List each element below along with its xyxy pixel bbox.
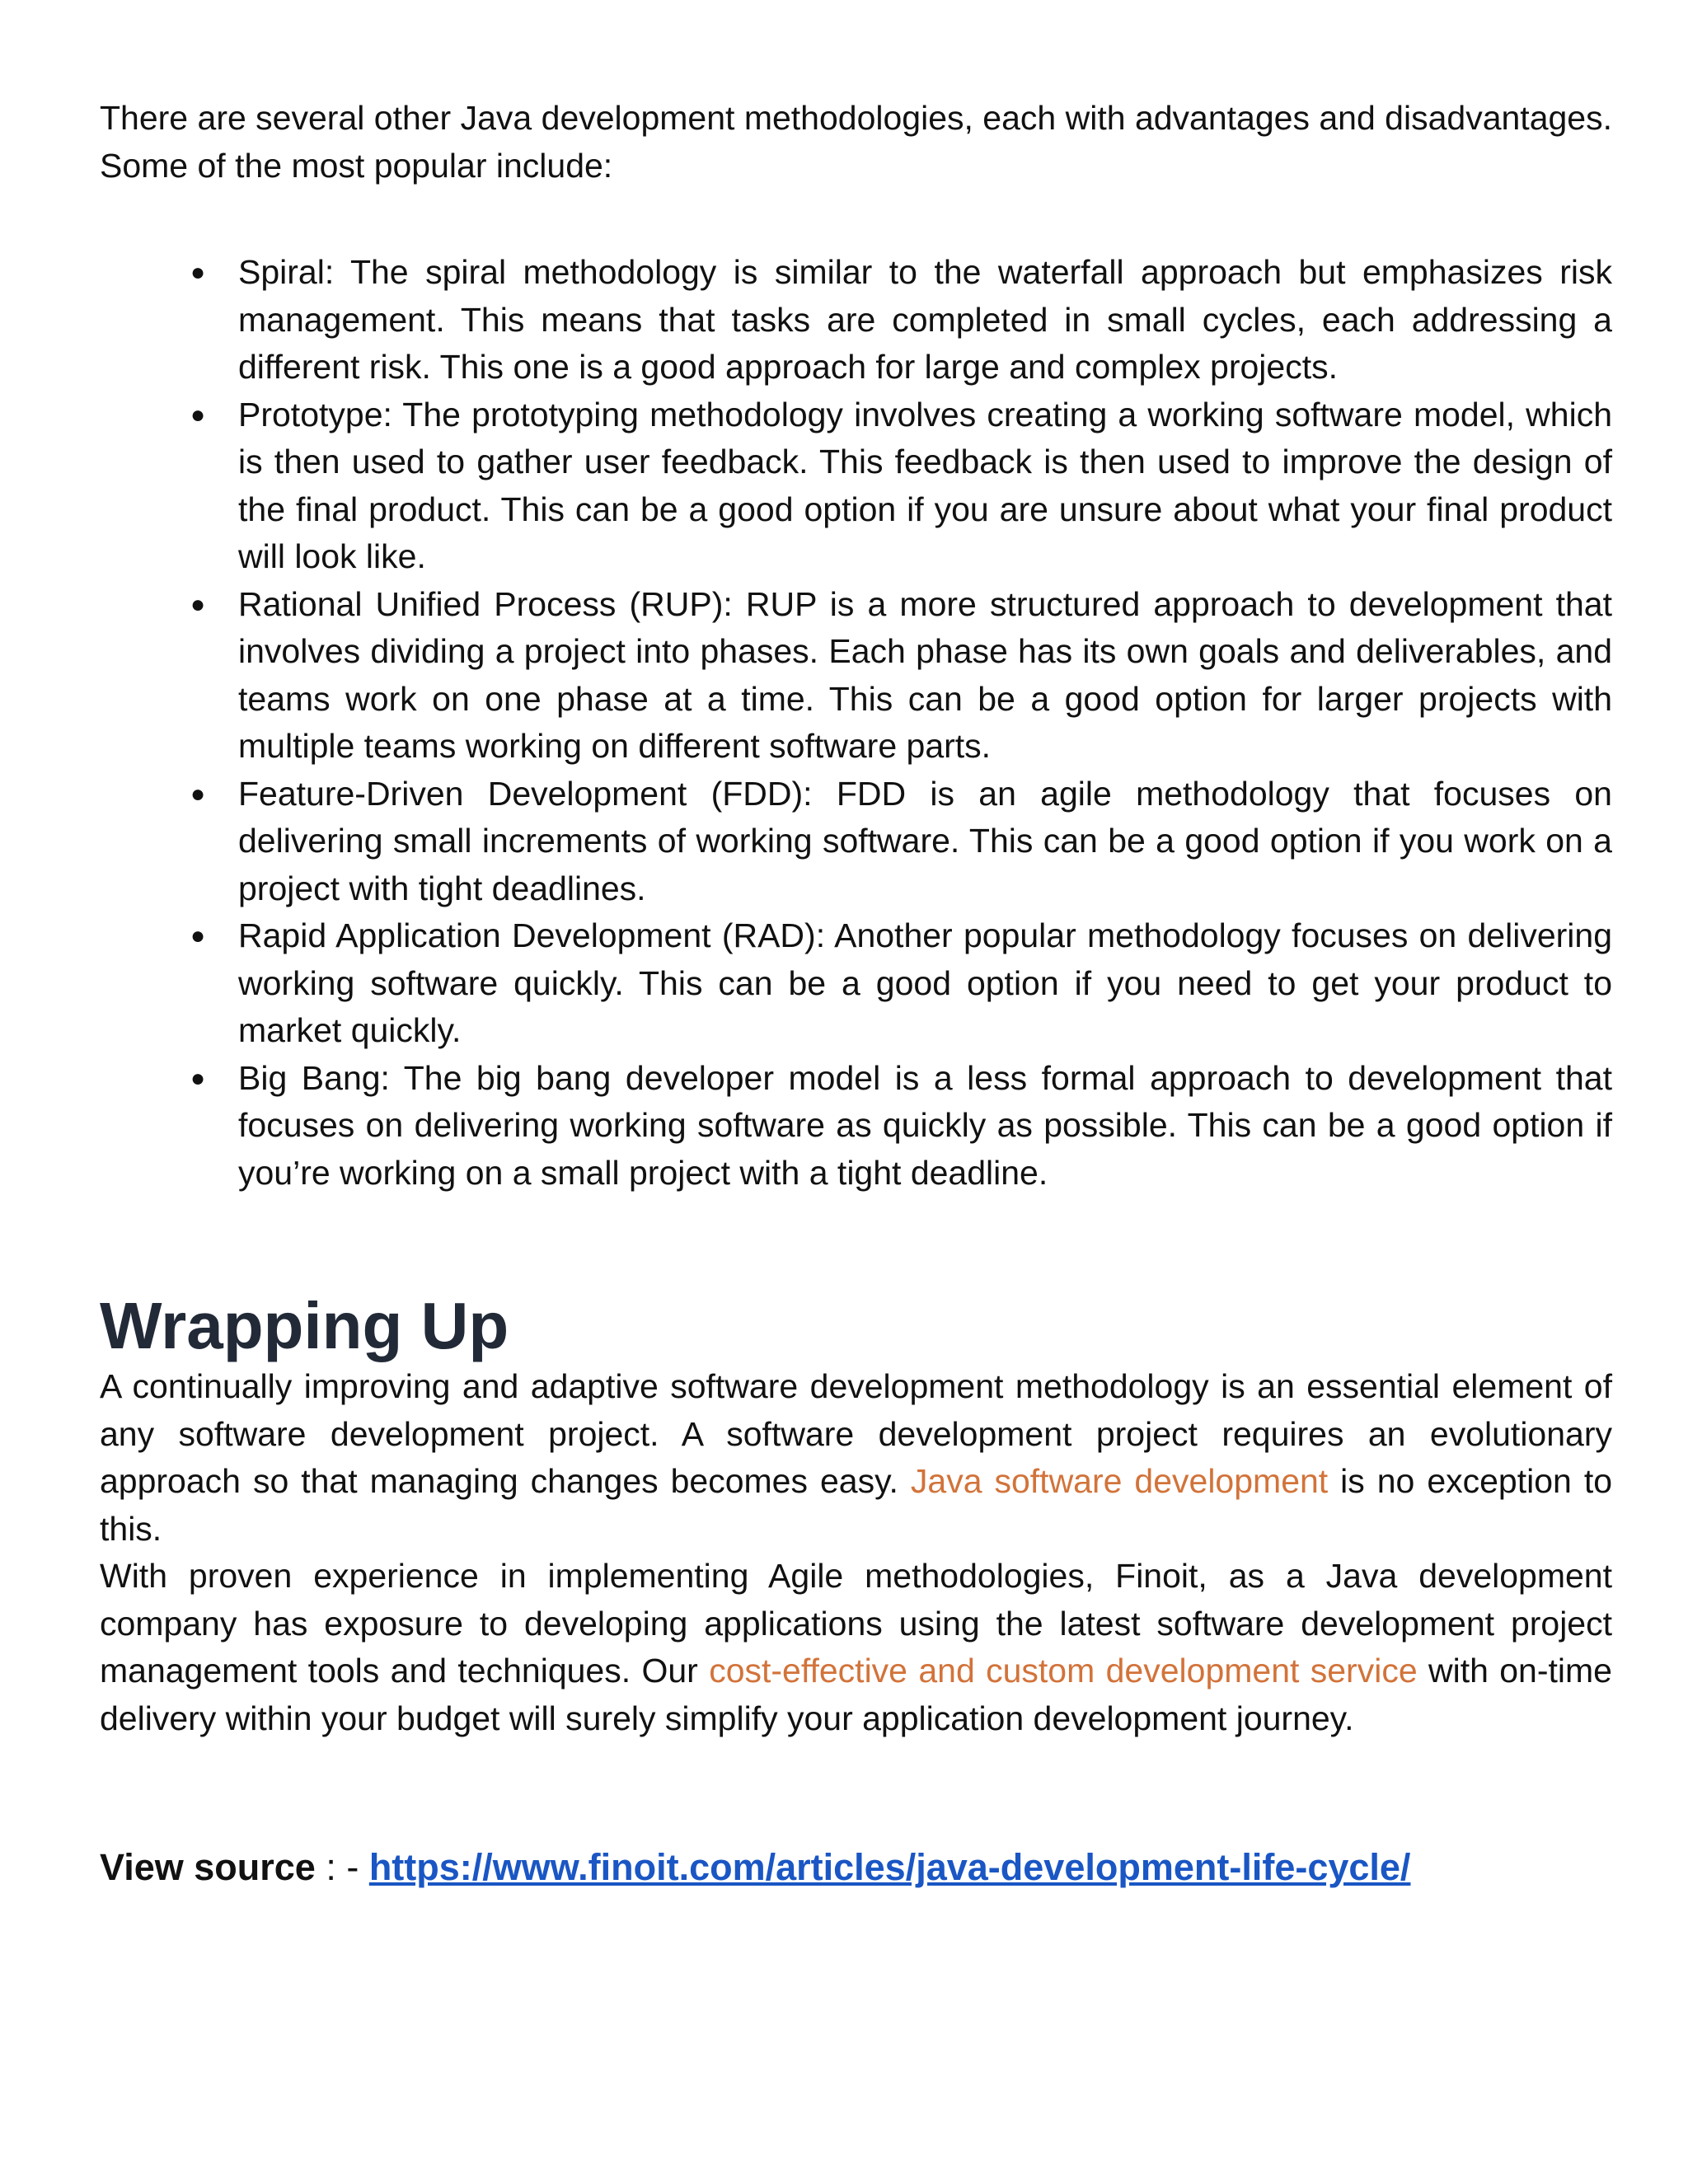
section-heading: Wrapping Up [100,1289,509,1362]
list-item [100,771,1612,913]
methodology-list [100,249,1612,1197]
list-item [100,912,1612,1055]
list-item-text: Rapid Application Development (RAD): Another popular methodology focuses on delivering working software quickly. This can be a good option if you need to get your product to market quickly. [238,916,1612,1049]
view-source-line [100,1843,1612,1892]
bullet-icon: ● [190,780,206,808]
document-content [100,95,1612,1892]
bullet-icon: ● [190,259,206,286]
paragraph-text: with on-time delivery within your budget will surely simplify your application development journey. [100,1652,1612,1737]
list-item-text: Feature-Driven Development (FDD): FDD is an agile methodology that focuses on delivering small increments of working software. This can be a good option if you work on a project with tight deadlines. [238,774,1612,907]
list-item [100,581,1612,771]
list-item-text: Big Bang: The big bang developer model is a less formal approach to development that focuses on delivering working software as quickly as possible. This can be a good option if you’re working on a small project with a tight deadline. [238,1058,1612,1192]
list-item [100,1055,1612,1197]
wrapping-up-paragraph-2 [100,1553,1612,1742]
bullet-icon: ● [190,401,206,429]
bullet-icon: ● [190,1064,206,1092]
list-item-text: Spiral: The spiral methodology is similar to the waterfall approach but emphasizes risk management. This means that tasks are completed in small cycles, each addressing a different risk. This one is a good approach for large and complex projects. [238,253,1612,386]
intro-paragraph: There are several other Java development methodologies, each with advantages and disadvantages. Some of the most popular include: [100,99,1612,185]
bullet-icon: ● [190,922,206,949]
paragraph-text: is no exception to this. [100,1462,1613,1548]
list-item-text: Rational Unified Process (RUP): RUP is a more structured approach to development that involves dividing a project into phases. Each phase has its own goals and deliverables, and teams work on one phase at a time. This can be a good option for larger projects with multiple teams working on different software parts. [238,584,1612,765]
custom-development-service-link[interactable]: cost-effective and custom development service [709,1652,1418,1690]
list-item-text: Prototype: The prototyping methodology involves creating a working software model, which is then used to gather user feedback. This feedback is then used to improve the design of the final product. This can be a good option if you are unsure about what your final product will look like. [238,395,1612,575]
source-separator: : - [315,1846,369,1888]
view-source-label: View source [100,1846,316,1888]
paragraph-text: A continually improving and adaptive software development methodology is an essential element of any software development project. A software development project requires an evolutionary approach so that managing changes becomes easy. [100,1367,1612,1500]
paragraph-text: With proven experience in implementing Agile methodologies, Finoit, as a Java development company has exposure to developing applications using the latest software development project management tools and techniques. Our [100,1557,1612,1690]
java-software-development-link[interactable]: Java software development [910,1462,1329,1500]
bullet-icon: ● [190,590,206,618]
wrapping-up-paragraph-1 [100,1363,1612,1553]
list-item [100,391,1612,581]
source-url-link[interactable]: https://www.finoit.com/articles/java-development-life-cycle/ [368,1846,1411,1888]
list-item [100,249,1612,391]
